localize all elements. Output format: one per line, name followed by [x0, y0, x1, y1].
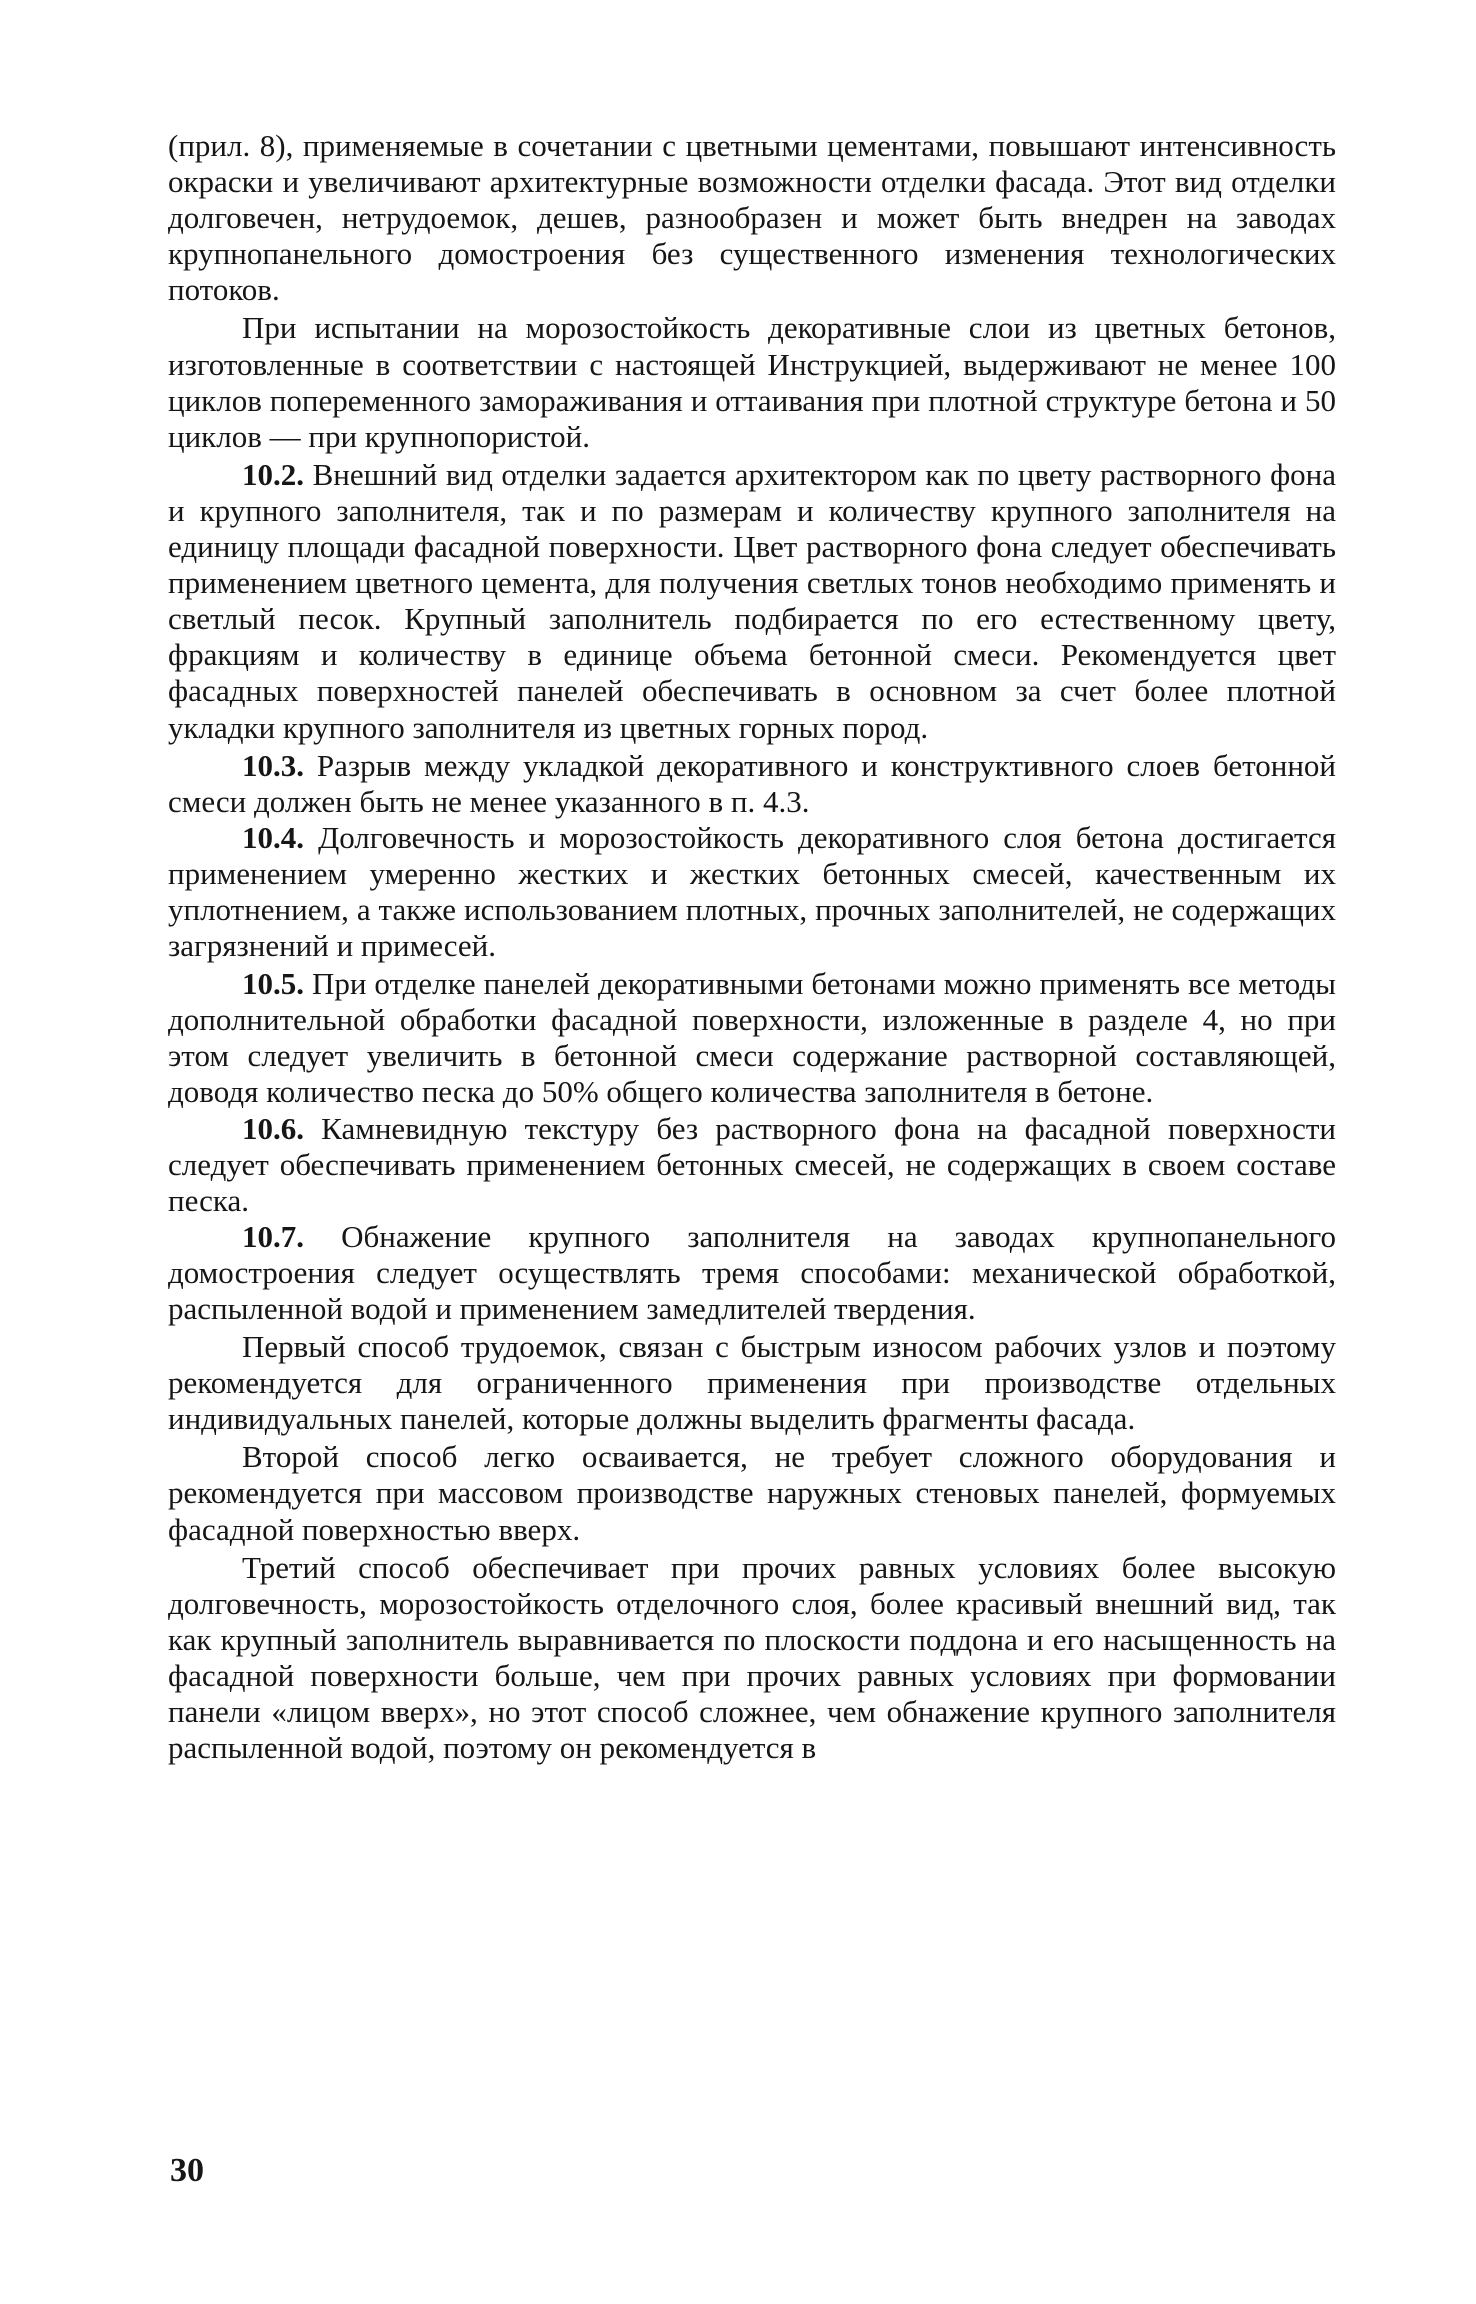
page-number: 30 [170, 2152, 204, 2189]
paragraph-10-7: 10.7. Обнажение крупного заполнителя на заводах крупнопанельного домостроения следует осуществлять тремя способами: механической обработкой, распыленной водой и применением замедлителей твердения. [168, 1218, 1336, 1326]
page-body [168, 128, 1336, 1766]
paragraph-first-method: Первый способ трудоемок, связан с быстрым износом рабочих узлов и поэтому рекомендуется для ограниченного применения при производстве отдельных индивидуальных панелей, которые должны выделить фрагменты фасада. [168, 1329, 1336, 1437]
paragraph-10-4: 10.4. Долговечность и морозостойкость декоративного слоя бетона достигается применением умеренно жестких и жестких бетонных смесей, качественным их уплотнением, а также использованием плотных, прочных заполнителей, не содержащих загрязнений и примесей. [168, 819, 1337, 964]
paragraph-third-method: Третий способ обеспечивает при прочих равных условиях более высокую долговечность, морозостойкость отделочного слоя, более красивый внешний вид, так как крупный заполнитель выравнивается по плоскости поддона и его насыщенность на фасадной поверхности больше, чем при прочих равных условиях при формовании панели «лицом вверх», но этот способ сложнее, чем обнажение крупного заполнителя распыленной водой, поэтому он рекомендуется в [168, 1549, 1336, 1766]
paragraph-10-6: 10.6. Камневидную текстуру без растворного фона на фасадной поверхности следует обеспечивать применением бетонных смесей, не содержащих в своем составе песка. [168, 1110, 1337, 1218]
clause-number: 10.6. [242, 1110, 304, 1146]
paragraph-continuation: (прил. 8), применяемые в сочетании с цветными цементами, повышают интенсивность окраски и увеличивают архитектурные возможности отделки фасада. Этот вид отделки долговечен, нетрудоемок, дешев, разнообразен и может быть внедрен на заводах крупнопанельного домостроения без существенного изменения технологических потоков. [168, 128, 1336, 308]
paragraph-10-5: 10.5. При отделке панелей декоративными бетонами можно применять все методы дополнительной обработки фасадной поверхности, изложенные в разделе 4, но при этом следует увеличить в бетонной смеси содержание растворной составляющей, доводя количество песка до 50% общего количества заполнителя в бетоне. [168, 966, 1336, 1110]
paragraph-frost-resistance: При испытании на морозостойкость декоративные слои из цветных бетонов, изготовленные в соответствии с настоящей Инструкцией, выдерживают не менее 100 циклов попеременного замораживания и оттаивания при плотной структуре бетона и 50 циклов — при крупнопористой. [168, 310, 1336, 454]
clause-number: 10.7. [242, 1218, 304, 1254]
clause-number: 10.2. [242, 456, 304, 492]
clause-number: 10.3. [242, 747, 304, 783]
paragraph-10-3: 10.3. Разрыв между укладкой декоративного и конструктивного слоев бетонной смеси должен быть не менее указанного в п. 4.3. [168, 747, 1336, 819]
paragraph-10-2: 10.2. Внешний вид отделки задается архитектором как по цвету растворного фона и крупного заполнителя, так и по размерам и количеству крупного заполнителя на единицу площади фасадной поверхности. Цвет растворного фона следует обеспечивать применением цветного цемента, для получения светлых тонов необходимо применять и светлый песок. Крупный заполнитель подбирается по его естественному цвету, фракциям и количеству в единице объема бетонной смеси. Рекомендуется цвет фасадных поверхностей панелей обеспечивать в основном за счет более плотной укладки крупного заполнителя из цветных горных пород. [168, 456, 1337, 745]
clause-number: 10.5. [242, 966, 304, 1002]
paragraph-second-method: Второй способ легко осваивается, не требует сложного оборудования и рекомендуется при массовом производстве наружных стеновых панелей, формуемых фасадной поверхностью вверх. [168, 1439, 1336, 1547]
clause-number: 10.4. [242, 819, 304, 855]
